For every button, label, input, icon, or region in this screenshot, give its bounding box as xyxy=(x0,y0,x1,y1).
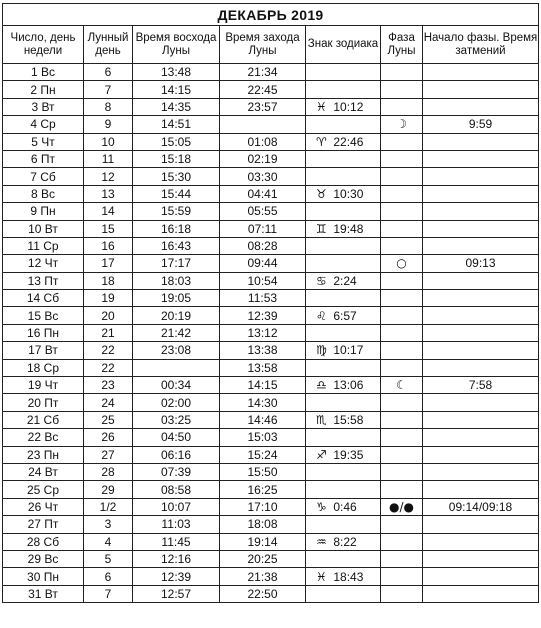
table-row xyxy=(3,516,539,533)
lunar-day-cell: 13 xyxy=(84,185,133,202)
zodiac-entry-time: 2:24 xyxy=(333,273,357,288)
zodiac-sign-icon: ♐ xyxy=(316,447,327,462)
table-row xyxy=(3,150,539,167)
table-row xyxy=(3,220,539,237)
zodiac-sign-icon: ♊ xyxy=(316,221,327,236)
lunar-day-cell: 29 xyxy=(84,481,133,498)
col-header-phase: Фаза Луны xyxy=(381,26,423,64)
moonrise-cell: 16:18 xyxy=(133,220,220,237)
table-row xyxy=(3,185,539,202)
moonset-cell: 02:19 xyxy=(220,150,306,167)
zodiac-cell xyxy=(306,446,381,463)
moonrise-cell: 00:34 xyxy=(133,377,220,394)
table-row xyxy=(3,533,539,550)
moonrise-cell: 12:39 xyxy=(133,568,220,585)
moon-phase-icon: ○ xyxy=(381,255,423,272)
table-row xyxy=(3,550,539,567)
date-cell: 17 Вт xyxy=(3,342,84,359)
zodiac-sign-icon: ♉ xyxy=(316,186,327,201)
moonset-cell: 07:11 xyxy=(220,220,306,237)
moon-phase-icon xyxy=(381,533,423,550)
table-row xyxy=(3,342,539,359)
zodiac-entry-time: 6:57 xyxy=(333,308,357,323)
zodiac-cell xyxy=(306,516,381,533)
zodiac-cell xyxy=(306,203,381,220)
moon-phase-icon xyxy=(381,568,423,585)
date-cell: 10 Вт xyxy=(3,220,84,237)
moon-phase-icon xyxy=(381,64,423,81)
zodiac-entry-time: 18:43 xyxy=(333,569,364,584)
moonrise-cell: 03:25 xyxy=(133,411,220,428)
date-cell: 6 Пт xyxy=(3,150,84,167)
zodiac-cell xyxy=(306,533,381,550)
zodiac-cell xyxy=(306,377,381,394)
moonrise-cell: 21:42 xyxy=(133,324,220,341)
moonrise-cell: 12:57 xyxy=(133,585,220,602)
moonset-cell: 09:44 xyxy=(220,255,306,272)
date-cell: 20 Пт xyxy=(3,394,84,411)
zodiac-entry-time: 15:58 xyxy=(333,413,364,427)
lunar-calendar-table xyxy=(2,3,539,603)
date-cell: 29 Вс xyxy=(3,550,84,567)
moonrise-cell: 11:45 xyxy=(133,533,220,550)
lunar-day-cell: 5 xyxy=(84,550,133,567)
moonrise-cell: 23:08 xyxy=(133,342,220,359)
date-cell: 21 Сб xyxy=(3,411,84,428)
zodiac-cell xyxy=(306,550,381,567)
moonrise-cell: 15:05 xyxy=(133,133,220,150)
phase-start-cell xyxy=(423,550,539,567)
table-row xyxy=(3,481,539,498)
moonset-cell: 11:53 xyxy=(220,290,306,307)
moon-phase-icon: ●/● xyxy=(381,498,423,515)
zodiac-entry-time: 8:22 xyxy=(333,534,357,549)
zodiac-cell xyxy=(306,150,381,167)
moonrise-cell: 10:07 xyxy=(133,498,220,515)
zodiac-cell xyxy=(306,585,381,602)
moon-phase-icon xyxy=(381,411,423,428)
table-row xyxy=(3,64,539,81)
table-row xyxy=(3,272,539,289)
moon-phase-icon xyxy=(381,168,423,185)
moon-phase-icon xyxy=(381,446,423,463)
table-row xyxy=(3,255,539,272)
moon-phase-icon xyxy=(381,342,423,359)
lunar-day-cell: 19 xyxy=(84,290,133,307)
zodiac-cell xyxy=(306,342,381,359)
table-row xyxy=(3,290,539,307)
date-cell: 19 Чт xyxy=(3,377,84,394)
moonrise-cell: 15:18 xyxy=(133,150,220,167)
table-row xyxy=(3,203,539,220)
moon-phase-icon xyxy=(381,394,423,411)
lunar-day-cell: 28 xyxy=(84,463,133,480)
moonset-cell: 04:41 xyxy=(220,185,306,202)
zodiac-cell xyxy=(306,463,381,480)
phase-start-cell xyxy=(423,481,539,498)
moonset-cell: 18:08 xyxy=(220,516,306,533)
table-row xyxy=(3,98,539,115)
moonrise-cell: 04:50 xyxy=(133,429,220,446)
lunar-day-cell: 7 xyxy=(84,585,133,602)
moonrise-cell: 15:59 xyxy=(133,203,220,220)
moonset-cell: 15:24 xyxy=(220,446,306,463)
moonset-cell: 15:03 xyxy=(220,429,306,446)
col-header-moonset: Время захода Луны xyxy=(220,26,306,64)
phase-start-cell xyxy=(423,585,539,602)
phase-start-cell: 7:58 xyxy=(423,377,539,394)
moonset-cell: 22:50 xyxy=(220,585,306,602)
lunar-day-cell: 12 xyxy=(84,168,133,185)
date-cell: 24 Вт xyxy=(3,463,84,480)
table-row xyxy=(3,411,539,428)
moon-phase-icon xyxy=(381,429,423,446)
moonset-cell: 13:12 xyxy=(220,324,306,341)
moonset-cell: 23:57 xyxy=(220,98,306,115)
table-row xyxy=(3,359,539,376)
zodiac-sign-icon: ♓ xyxy=(316,569,327,584)
moonset-cell: 10:54 xyxy=(220,272,306,289)
date-cell: 13 Пт xyxy=(3,272,84,289)
date-cell: 23 Пн xyxy=(3,446,84,463)
phase-start-cell xyxy=(423,64,539,81)
table-row xyxy=(3,116,539,133)
lunar-day-cell: 18 xyxy=(84,272,133,289)
phase-start-cell xyxy=(423,237,539,254)
moonrise-cell: 15:44 xyxy=(133,185,220,202)
moonset-cell: 08:28 xyxy=(220,237,306,254)
moon-phase-icon xyxy=(381,481,423,498)
zodiac-cell xyxy=(306,429,381,446)
moonset-cell: 22:45 xyxy=(220,81,306,98)
zodiac-cell xyxy=(306,324,381,341)
table-row xyxy=(3,446,539,463)
phase-start-cell: 9:59 xyxy=(423,116,539,133)
zodiac-cell xyxy=(306,498,381,515)
moonset-cell: 15:50 xyxy=(220,463,306,480)
zodiac-sign-icon: ♑ xyxy=(316,499,327,514)
phase-start-cell xyxy=(423,411,539,428)
zodiac-cell xyxy=(306,185,381,202)
date-cell: 26 Чт xyxy=(3,498,84,515)
zodiac-entry-time: 10:12 xyxy=(333,99,364,114)
lunar-day-cell: 6 xyxy=(84,568,133,585)
lunar-day-cell: 24 xyxy=(84,394,133,411)
date-cell: 8 Вс xyxy=(3,185,84,202)
phase-start-cell xyxy=(423,220,539,237)
lunar-day-cell: 7 xyxy=(84,81,133,98)
lunar-day-cell: 17 xyxy=(84,255,133,272)
zodiac-entry-time: 22:46 xyxy=(333,134,364,149)
date-cell: 1 Вс xyxy=(3,64,84,81)
table-row xyxy=(3,377,539,394)
table-row xyxy=(3,429,539,446)
table-row xyxy=(3,324,539,341)
moonrise-cell: 13:48 xyxy=(133,64,220,81)
zodiac-sign-icon: ♌ xyxy=(316,308,327,323)
lunar-day-cell: 22 xyxy=(84,359,133,376)
zodiac-cell xyxy=(306,64,381,81)
moon-phase-icon xyxy=(381,272,423,289)
phase-start-cell xyxy=(423,203,539,220)
zodiac-entry-time: 13:06 xyxy=(333,378,364,393)
moonrise-cell: 14:51 xyxy=(133,116,220,133)
zodiac-cell xyxy=(306,481,381,498)
moon-phase-icon xyxy=(381,290,423,307)
moonrise-cell: 14:15 xyxy=(133,81,220,98)
moonrise-cell: 02:00 xyxy=(133,394,220,411)
phase-start-cell xyxy=(423,168,539,185)
zodiac-sign-icon: ♏ xyxy=(316,413,327,427)
date-cell: 15 Вс xyxy=(3,307,84,324)
zodiac-cell xyxy=(306,411,381,428)
table-row xyxy=(3,585,539,602)
date-cell: 28 Сб xyxy=(3,533,84,550)
zodiac-sign-icon: ♎ xyxy=(316,378,327,393)
col-header-moonrise: Время восхода Луны xyxy=(133,26,220,64)
moonrise-cell: 08:58 xyxy=(133,481,220,498)
date-cell: 9 Пн xyxy=(3,203,84,220)
date-cell: 22 Вс xyxy=(3,429,84,446)
phase-start-cell xyxy=(423,150,539,167)
lunar-day-cell: 26 xyxy=(84,429,133,446)
phase-start-cell xyxy=(423,359,539,376)
moonrise-cell: 15:30 xyxy=(133,168,220,185)
zodiac-cell xyxy=(306,81,381,98)
date-cell: 14 Сб xyxy=(3,290,84,307)
moonrise-cell: 14:35 xyxy=(133,98,220,115)
moon-phase-icon xyxy=(381,98,423,115)
lunar-day-cell: 21 xyxy=(84,324,133,341)
moonset-cell: 21:38 xyxy=(220,568,306,585)
phase-start-cell: 09:14/09:18 xyxy=(423,498,539,515)
table-row xyxy=(3,81,539,98)
lunar-day-cell: 10 xyxy=(84,133,133,150)
phase-start-cell xyxy=(423,133,539,150)
phase-start-cell xyxy=(423,533,539,550)
phase-start-cell xyxy=(423,98,539,115)
date-cell: 16 Пн xyxy=(3,324,84,341)
col-header-date: Число, день недели xyxy=(3,26,84,64)
moonset-cell: 16:25 xyxy=(220,481,306,498)
moon-phase-icon xyxy=(381,133,423,150)
lunar-day-cell: 8 xyxy=(84,98,133,115)
table-row xyxy=(3,307,539,324)
lunar-day-cell: 3 xyxy=(84,516,133,533)
lunar-day-cell: 16 xyxy=(84,237,133,254)
moonset-cell: 12:39 xyxy=(220,307,306,324)
moon-phase-icon xyxy=(381,359,423,376)
phase-start-cell: 09:13 xyxy=(423,255,539,272)
table-row xyxy=(3,498,539,515)
zodiac-cell xyxy=(306,220,381,237)
lunar-day-cell: 25 xyxy=(84,411,133,428)
zodiac-sign-icon: ♍ xyxy=(316,343,327,358)
phase-start-cell xyxy=(423,568,539,585)
col-header-lunar-day: Лунный день xyxy=(84,26,133,64)
zodiac-cell xyxy=(306,168,381,185)
date-cell: 25 Ср xyxy=(3,481,84,498)
zodiac-entry-time: 10:30 xyxy=(333,186,364,201)
lunar-day-cell: 23 xyxy=(84,377,133,394)
moonset-cell: 19:14 xyxy=(220,533,306,550)
moon-phase-icon xyxy=(381,324,423,341)
moon-phase-icon xyxy=(381,237,423,254)
date-cell: 31 Вт xyxy=(3,585,84,602)
col-header-zodiac: Знак зодиака xyxy=(306,26,381,64)
moonset-cell: 01:08 xyxy=(220,133,306,150)
moon-phase-icon xyxy=(381,150,423,167)
date-cell: 7 Сб xyxy=(3,168,84,185)
moonset-cell: 20:25 xyxy=(220,550,306,567)
moon-phase-icon xyxy=(381,307,423,324)
phase-start-cell xyxy=(423,446,539,463)
date-cell: 3 Вт xyxy=(3,98,84,115)
phase-start-cell xyxy=(423,307,539,324)
moonrise-cell: 11:03 xyxy=(133,516,220,533)
moonrise-cell: 17:17 xyxy=(133,255,220,272)
moon-phase-icon xyxy=(381,516,423,533)
lunar-day-cell: 22 xyxy=(84,342,133,359)
moon-phase-icon xyxy=(381,463,423,480)
date-cell: 12 Чт xyxy=(3,255,84,272)
lunar-day-cell: 14 xyxy=(84,203,133,220)
zodiac-cell xyxy=(306,272,381,289)
moonrise-cell: 12:16 xyxy=(133,550,220,567)
moonrise-cell: 07:39 xyxy=(133,463,220,480)
moonset-cell: 05:55 xyxy=(220,203,306,220)
moonset-cell: 21:34 xyxy=(220,64,306,81)
phase-start-cell xyxy=(423,185,539,202)
lunar-day-cell: 9 xyxy=(84,116,133,133)
moonset-cell: 13:38 xyxy=(220,342,306,359)
zodiac-cell xyxy=(306,394,381,411)
phase-start-cell xyxy=(423,429,539,446)
table-title: ДЕКАБРЬ 2019 xyxy=(3,4,539,26)
moon-phase-icon xyxy=(381,550,423,567)
table-row xyxy=(3,568,539,585)
moonrise-cell: 16:43 xyxy=(133,237,220,254)
date-cell: 5 Чт xyxy=(3,133,84,150)
zodiac-sign-icon: ♈ xyxy=(316,134,327,149)
date-cell: 18 Ср xyxy=(3,359,84,376)
moonrise-cell: 19:05 xyxy=(133,290,220,307)
moon-phase-icon xyxy=(381,203,423,220)
zodiac-entry-time: 19:48 xyxy=(333,221,364,236)
col-header-phase-start: Начало фазы. Время затмений xyxy=(423,26,539,64)
phase-start-cell xyxy=(423,324,539,341)
phase-start-cell xyxy=(423,516,539,533)
zodiac-cell xyxy=(306,255,381,272)
moonset-cell: 03:30 xyxy=(220,168,306,185)
moonrise-cell: 06:16 xyxy=(133,446,220,463)
phase-start-cell xyxy=(423,81,539,98)
moon-phase-icon xyxy=(381,585,423,602)
table-row xyxy=(3,133,539,150)
moonset-cell: 13:58 xyxy=(220,359,306,376)
phase-start-cell xyxy=(423,272,539,289)
moon-phase-icon: ☽ xyxy=(381,116,423,133)
date-cell: 11 Ср xyxy=(3,237,84,254)
zodiac-cell xyxy=(306,307,381,324)
table-row xyxy=(3,394,539,411)
phase-start-cell xyxy=(423,463,539,480)
lunar-day-cell: 20 xyxy=(84,307,133,324)
zodiac-cell xyxy=(306,359,381,376)
zodiac-cell xyxy=(306,568,381,585)
moon-phase-icon xyxy=(381,220,423,237)
moonset-cell: 14:30 xyxy=(220,394,306,411)
moonrise-cell: 18:03 xyxy=(133,272,220,289)
date-cell: 2 Пн xyxy=(3,81,84,98)
zodiac-cell xyxy=(306,116,381,133)
zodiac-cell xyxy=(306,133,381,150)
zodiac-sign-icon: ♒ xyxy=(316,534,327,549)
date-cell: 27 Пт xyxy=(3,516,84,533)
zodiac-cell xyxy=(306,237,381,254)
phase-start-cell xyxy=(423,290,539,307)
moon-phase-icon xyxy=(381,185,423,202)
lunar-day-cell: 27 xyxy=(84,446,133,463)
moon-phase-icon: ☾ xyxy=(381,377,423,394)
zodiac-entry-time: 10:17 xyxy=(333,343,364,358)
date-cell: 4 Ср xyxy=(3,116,84,133)
lunar-day-cell: 4 xyxy=(84,533,133,550)
zodiac-sign-icon: ♋ xyxy=(316,273,327,288)
table-row xyxy=(3,237,539,254)
moonset-cell: 14:15 xyxy=(220,377,306,394)
zodiac-entry-time: 19:35 xyxy=(333,447,364,462)
table-body xyxy=(3,64,539,603)
moonset-cell: 14:46 xyxy=(220,411,306,428)
moonset-cell xyxy=(220,116,306,133)
header-row xyxy=(3,26,539,64)
table-row xyxy=(3,463,539,480)
phase-start-cell xyxy=(423,342,539,359)
title-row xyxy=(3,4,539,26)
zodiac-cell xyxy=(306,290,381,307)
lunar-day-cell: 11 xyxy=(84,150,133,167)
lunar-day-cell: 6 xyxy=(84,64,133,81)
lunar-day-cell: 15 xyxy=(84,220,133,237)
table-row xyxy=(3,168,539,185)
moon-phase-icon xyxy=(381,81,423,98)
zodiac-sign-icon: ♓ xyxy=(316,99,327,114)
date-cell: 30 Пн xyxy=(3,568,84,585)
moonrise-cell: 20:19 xyxy=(133,307,220,324)
zodiac-cell xyxy=(306,98,381,115)
zodiac-entry-time: 0:46 xyxy=(333,499,357,514)
moonrise-cell xyxy=(133,359,220,376)
lunar-day-cell: 1/2 xyxy=(84,498,133,515)
phase-start-cell xyxy=(423,394,539,411)
moonset-cell: 17:10 xyxy=(220,498,306,515)
